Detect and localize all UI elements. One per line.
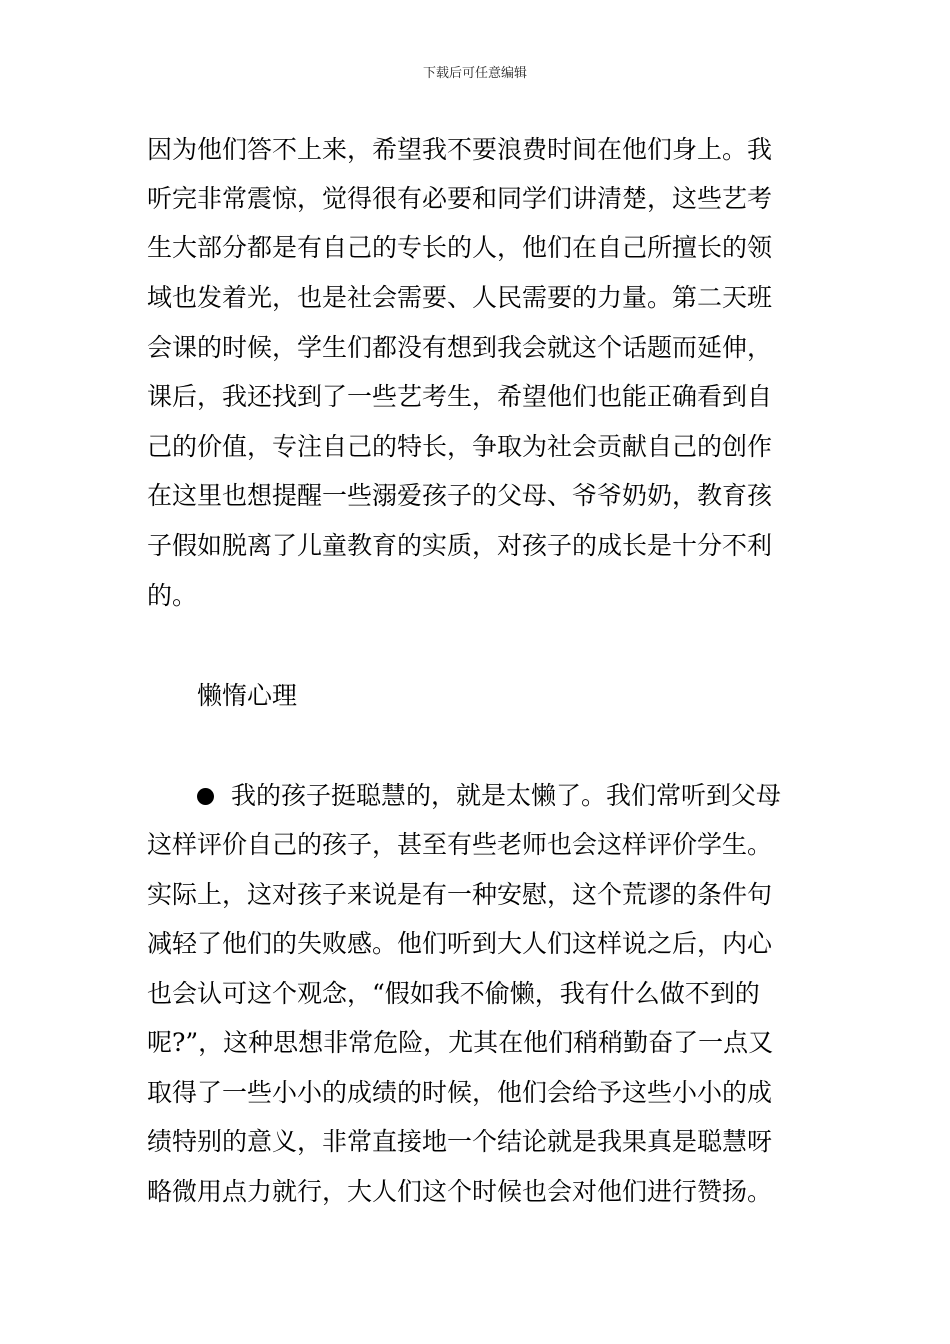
text-line: 我的孩子挺聪慧的，就是太懒了。我们常听到父母 (231, 781, 782, 810)
text-line: 取得了一些小小的成绩的时候，他们会给予这些小小的成 (147, 1078, 773, 1107)
text-line: 略微用点力就行，大人们这个时候也会对他们进行赞扬。 (147, 1177, 773, 1206)
text-line: 课后，我还找到了一些艺考生，希望他们也能正确看到自 (147, 382, 773, 411)
text-line: 的。 (147, 581, 198, 610)
text-line: 呢?”，这种思想非常危险，尤其在他们稍稍勤奋了一点又 (147, 1028, 774, 1057)
text-line: 减轻了他们的失败感。他们听到大人们这样说之后，内心 (147, 929, 773, 958)
bullet-icon (197, 788, 214, 805)
text-line: 生大部分都是有自己的专长的人，他们在自己所擅长的领 (147, 233, 773, 262)
text-line: 域也发着光，也是社会需要、人民需要的力量。第二天班 (147, 283, 773, 312)
text-line: 绩特别的意义，非常直接地一个结论就是我果真是聪慧呀 (147, 1127, 773, 1156)
text-line: 实际上，这对孩子来说是有一种安慰，这个荒谬的条件句 (147, 880, 773, 909)
page-header: 下载后可任意编辑 (422, 66, 527, 81)
text-line: 子假如脱离了儿童教育的实质，对孩子的成长是十分不利 (147, 531, 773, 560)
text-line: 也会认可这个观念，“假如我不偷懒，我有什么做不到的 (147, 979, 760, 1008)
text-line: 会课的时候，学生们都没有想到我会就这个话题而延伸， (147, 333, 773, 362)
text-line: 听完非常震惊，觉得很有必要和同学们讲清楚，这些艺考 (147, 184, 773, 213)
text-line: 因为他们答不上来，希望我不要浪费时间在他们身上。我 (147, 135, 773, 164)
text-line: 这样评价自己的孩子，甚至有些老师也会这样评价学生。 (147, 830, 773, 859)
section-heading: 懒惰心理 (197, 681, 298, 710)
text-line: 在这里也想提醒一些溺爱孩子的父母、爷爷奶奶，教育孩 (147, 481, 773, 510)
text-line: 己的价值，专注自己的特长，争取为社会贡献自己的创作 (147, 432, 773, 461)
